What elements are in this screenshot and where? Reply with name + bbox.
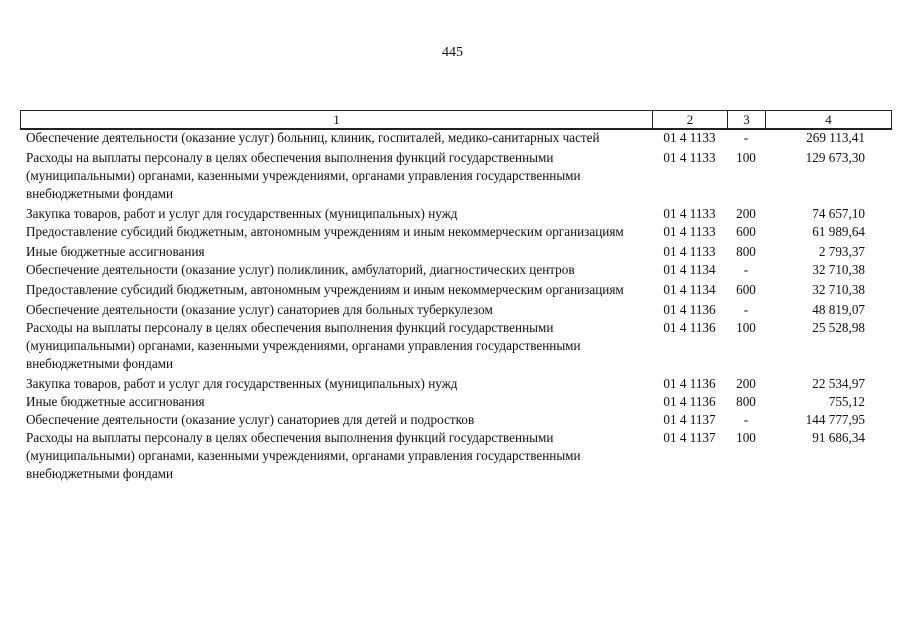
row-name: Закупка товаров, работ и услуг для государственных (муниципальных) нужд xyxy=(26,376,458,391)
row-amount: 74 657,10 xyxy=(812,206,865,221)
table-row xyxy=(20,393,891,411)
row-name: Предоставление субсидий бюджетным, автономным учреждениям и иным некоммерческим организациям xyxy=(26,224,624,239)
row-amount: 22 534,97 xyxy=(812,376,865,391)
row-type: - xyxy=(743,412,749,427)
row-code: 01 4 1133 xyxy=(663,206,716,221)
row-name: Обеспечение деятельности (оказание услуг) поликлиник, амбулаторий, диагностических центров xyxy=(26,262,575,277)
row-amount: 48 819,07 xyxy=(812,302,865,317)
row-type: - xyxy=(743,262,749,277)
row-amount: 91 686,34 xyxy=(812,430,865,445)
row-name: Обеспечение деятельности (оказание услуг) санаториев для детей и подростков xyxy=(26,412,475,427)
table-row xyxy=(20,205,891,223)
row-name: Предоставление субсидий бюджетным, автономным учреждениям и иным некоммерческим организациям xyxy=(26,282,624,297)
table-row xyxy=(20,429,891,483)
row-amount: 32 710,38 xyxy=(812,262,865,277)
row-amount: 144 777,95 xyxy=(805,412,865,427)
row-type: 100 xyxy=(736,320,756,335)
row-type: 800 xyxy=(736,244,756,259)
row-code: 01 4 1136 xyxy=(663,394,716,409)
row-type: 800 xyxy=(736,394,756,409)
table-header xyxy=(20,110,892,130)
row-type: - xyxy=(743,302,749,317)
table-row xyxy=(20,411,891,429)
header-col-2: 2 xyxy=(653,111,728,130)
table-row xyxy=(20,223,891,243)
row-amount: 269 113,41 xyxy=(806,130,865,145)
row-type: - xyxy=(743,130,749,145)
row-type: 600 xyxy=(736,282,756,297)
row-code: 01 4 1136 xyxy=(663,302,716,317)
row-code: 01 4 1133 xyxy=(663,244,716,259)
table-row xyxy=(20,129,891,149)
row-code: 01 4 1133 xyxy=(663,150,716,165)
table-row xyxy=(20,319,891,375)
table-row xyxy=(20,149,891,205)
row-name: Закупка товаров, работ и услуг для государственных (муниципальных) нужд xyxy=(26,206,458,221)
row-code: 01 4 1136 xyxy=(663,376,716,391)
row-name: Расходы на выплаты персоналу в целях обеспечения выполнения функций государственными (муниципальными) органами, казенными учреждениями, органами управления государственными внебюджетными фондами xyxy=(26,430,581,481)
row-name: Иные бюджетные ассигнования xyxy=(26,394,205,409)
row-code: 01 4 1134 xyxy=(663,282,716,297)
row-code: 01 4 1136 xyxy=(663,320,716,335)
row-amount: 25 528,98 xyxy=(812,320,865,335)
row-name: Расходы на выплаты персоналу в целях обеспечения выполнения функций государственными (муниципальными) органами, казенными учреждениями, органами управления государственными внебюджетными фондами xyxy=(26,320,581,371)
row-amount: 755,12 xyxy=(828,394,865,409)
row-amount: 32 710,38 xyxy=(812,282,865,297)
row-code: 01 4 1137 xyxy=(663,430,716,445)
table-row xyxy=(20,261,891,281)
row-code: 01 4 1133 xyxy=(663,224,716,239)
row-type: 100 xyxy=(736,430,756,445)
row-name: Обеспечение деятельности (оказание услуг) санаториев для больных туберкулезом xyxy=(26,302,493,317)
page-number: 445 xyxy=(442,45,463,60)
row-amount: 61 989,64 xyxy=(812,224,865,239)
row-amount: 129 673,30 xyxy=(805,150,865,165)
table-row xyxy=(20,243,891,261)
row-code: 01 4 1133 xyxy=(663,130,716,145)
row-name: Иные бюджетные ассигнования xyxy=(26,244,205,259)
row-type: 100 xyxy=(736,150,756,165)
row-name: Расходы на выплаты персоналу в целях обеспечения выполнения функций государственными (муниципальными) органами, казенными учреждениями, органами управления государственными внебюджетными фондами xyxy=(26,150,581,201)
table-row xyxy=(20,281,891,301)
row-type: 600 xyxy=(736,224,756,239)
row-type: 200 xyxy=(736,376,756,391)
table-row xyxy=(20,301,891,319)
row-amount: 2 793,37 xyxy=(818,244,865,259)
row-type: 200 xyxy=(736,206,756,221)
table-row xyxy=(20,375,891,393)
row-name: Обеспечение деятельности (оказание услуг) больниц, клиник, госпиталей, медико-санитарных частей xyxy=(26,130,600,145)
header-col-3: 3 xyxy=(728,111,766,130)
header-col-4: 4 xyxy=(766,111,892,130)
row-code: 01 4 1134 xyxy=(663,262,716,277)
budget-table xyxy=(20,129,891,483)
row-code: 01 4 1137 xyxy=(663,412,716,427)
header-row xyxy=(21,111,892,130)
header-col-1: 1 xyxy=(21,111,653,130)
